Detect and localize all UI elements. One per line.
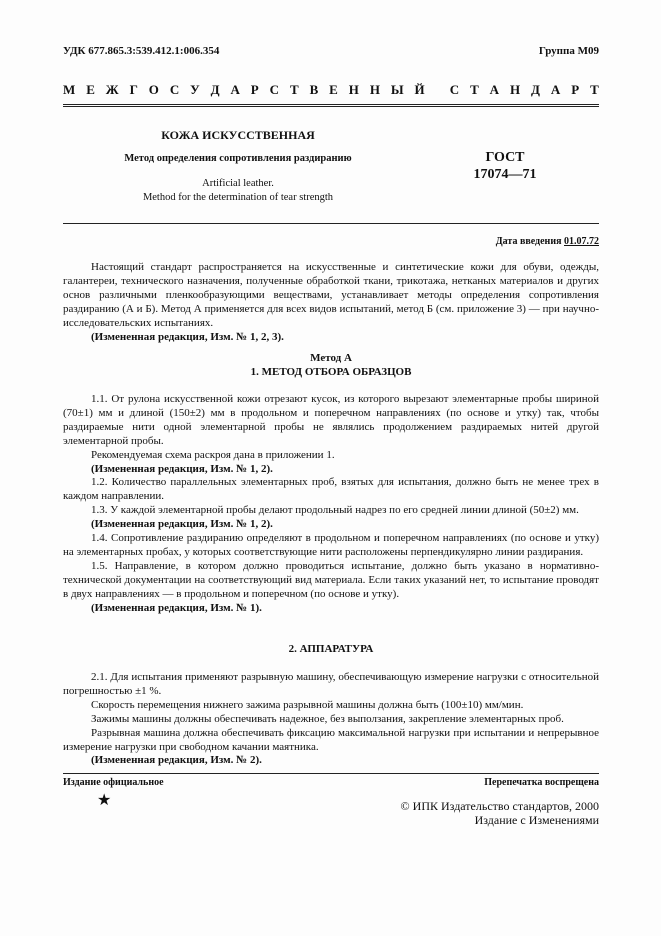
interstate-letter: Е	[86, 82, 95, 97]
clause-2-1-speed: Скорость перемещения нижнего зажима разрывной машины должна быть (100±10) мм/мин.	[91, 698, 524, 711]
section1-heading: 1. МЕТОД ОТБОРА ОБРАЗЦОВ	[250, 365, 412, 378]
copyright-block	[401, 799, 599, 827]
clause-1-3: 1.3. У каждой элементарной пробы делают продольный надрез по его средней линии длиной (50±2) мм.	[91, 504, 579, 517]
interstate-letter: Р	[250, 82, 259, 97]
section2-heading: 2. АППАРАТУРА	[288, 643, 374, 655]
interstate-letter: А	[489, 82, 500, 97]
interstate-letter: С	[449, 82, 460, 97]
clause-1-4: 1.4. Сопротивление раздиранию определяют в продольном и поперечном направлениях (по основе и утку) на элементарных пробах, у которых соответствующие нити расположены перпендикулярно линии раздирания.	[63, 532, 599, 558]
interstate-letter: Й	[414, 82, 425, 97]
interstate-letter: О	[148, 82, 159, 97]
interstate-letter: Т	[289, 82, 299, 97]
interstate-letter: У	[190, 82, 200, 97]
copyright-line: © ИПК Издательство стандартов, 2000	[400, 799, 599, 813]
interstate-letter: Г	[129, 82, 138, 97]
clause-1-1-note: Рекомендуемая схема раскроя дана в приложении 1.	[91, 448, 335, 461]
interstate-letter	[436, 82, 439, 98]
interstate-letter: С	[269, 82, 280, 97]
top-rule-thick	[63, 104, 599, 105]
interstate-letter: Т	[590, 82, 599, 97]
english-title-line2: Method for the determination of tear strength	[142, 192, 334, 203]
interstate-letter: Н	[369, 82, 380, 97]
interstate-letter: В	[309, 82, 319, 97]
top-rule-thin	[63, 106, 599, 107]
english-title-line1: Artificial leather.	[202, 178, 274, 189]
group-code: Группа М09	[538, 45, 599, 57]
intro-block	[63, 261, 599, 344]
clause-1-5: 1.5. Направление, в котором должно проводиться испытание, должно быть указано в нормативно-технической документации на соответствующий вид материала. Если таких указаний нет, то испытание проводят в двух направлениях — в продольном и поперечном (по основе и утку).	[63, 559, 599, 600]
clause-2-1-fixation: Разрывная машина должна обеспечивать фиксацию максимальной нагрузки при испытании и непрерывное измерение нагрузки при свободном качании маятника.	[63, 726, 599, 753]
clause-1-3-edit: (Измененная редакция, Изм. № 1, 2).	[91, 518, 273, 531]
interstate-letter: Д	[210, 82, 220, 97]
gost-number: 17074—71	[473, 167, 537, 182]
interstate-standard-heading	[63, 82, 599, 98]
interstate-letter: Н	[509, 82, 521, 97]
interstate-letter: Р	[571, 82, 580, 97]
clause-2-1-edit: (Измененная редакция, Изм. № 2).	[91, 754, 262, 767]
udk-code: УДК 677.865.3:539.412.1:006.354	[63, 45, 220, 57]
gost-designation	[455, 149, 555, 183]
clause-1-1: 1.1. От рулона искусственной кожи отрезают кусок, из которого вырезают элементарные пробы шириной (70±1) мм и длиной (150±2) мм в продольном и поперечном направлениях (по основе и утку) так, чтобы раздираемые нити одной элементарной пробы не являлись продолжением раздираемых нитей другой элементарной пробы.	[63, 393, 599, 447]
clause-1-1-edit: (Измененная редакция, Изм. № 1, 2).	[91, 462, 273, 475]
edition-line: Издание с Изменениями	[474, 813, 599, 827]
section1-body	[63, 393, 599, 616]
official-edition-label: Издание официальное	[63, 777, 164, 788]
intro-paragraph: Настоящий стандарт распространяется на искусственные и синтетические кожи для обуви, одежды, галантереи, технического назначения, полученные обработкой ткани, трикотажа, нетканых материалов и других основ различными пленкообразующими веществами, устанавливает методы определения сопротивления раздиранию (А и Б). Метод А применяется для всех видов испытаний, метод Б (см. приложение 3) — при научно-исследовательских испытаниях.	[63, 261, 599, 329]
intro-edit-note: (Измененная редакция, Изм. № 1, 2, 3).	[91, 330, 284, 343]
interstate-letter: Ж	[105, 82, 119, 97]
clause-1-5-edit: (Измененная редакция, Изм. № 1).	[91, 601, 262, 614]
interstate-letter: Н	[348, 82, 359, 97]
interstate-letter: С	[169, 82, 180, 97]
document-subtitle: Метод определения сопротивления раздиранию	[124, 153, 352, 164]
english-title	[63, 177, 413, 205]
interstate-letter: Е	[329, 82, 338, 97]
star-icon: ★	[97, 792, 112, 809]
clause-1-2: 1.2. Количество параллельных элементарных проб, взятых для испытания, должно быть не менее трех в каждом направлении.	[63, 476, 599, 503]
interstate-letter: Т	[470, 82, 479, 97]
section1-block	[63, 352, 599, 380]
interstate-letter: Д	[531, 82, 540, 97]
title-rule	[63, 223, 599, 224]
gost-label: ГОСТ	[485, 150, 525, 165]
date-value: 01.07.72	[564, 236, 599, 247]
reprint-prohibited-label: Перепечатка воспрещена	[484, 777, 599, 788]
document-title: КОЖА ИСКУССТВЕННАЯ	[161, 128, 315, 142]
clause-2-1: 2.1. Для испытания применяют разрывную машину, обеспечивающую измерение нагрузки с относительной погрешностью ±1 %.	[63, 671, 599, 697]
method-a-label: Метод А	[310, 352, 352, 364]
section2-body	[63, 671, 599, 768]
interstate-letter: Ы	[390, 82, 404, 97]
clause-2-1-clamps: Зажимы машины должны обеспечивать надежное, без выползания, закрепление элементарных проб.	[91, 712, 564, 725]
footer-rule	[63, 773, 599, 774]
introduction-date	[496, 236, 599, 247]
interstate-letter: А	[550, 82, 561, 97]
interstate-letter: М	[63, 82, 76, 97]
section2-title	[63, 643, 599, 657]
interstate-letter: А	[230, 82, 240, 97]
date-label: Дата введения	[495, 236, 564, 247]
